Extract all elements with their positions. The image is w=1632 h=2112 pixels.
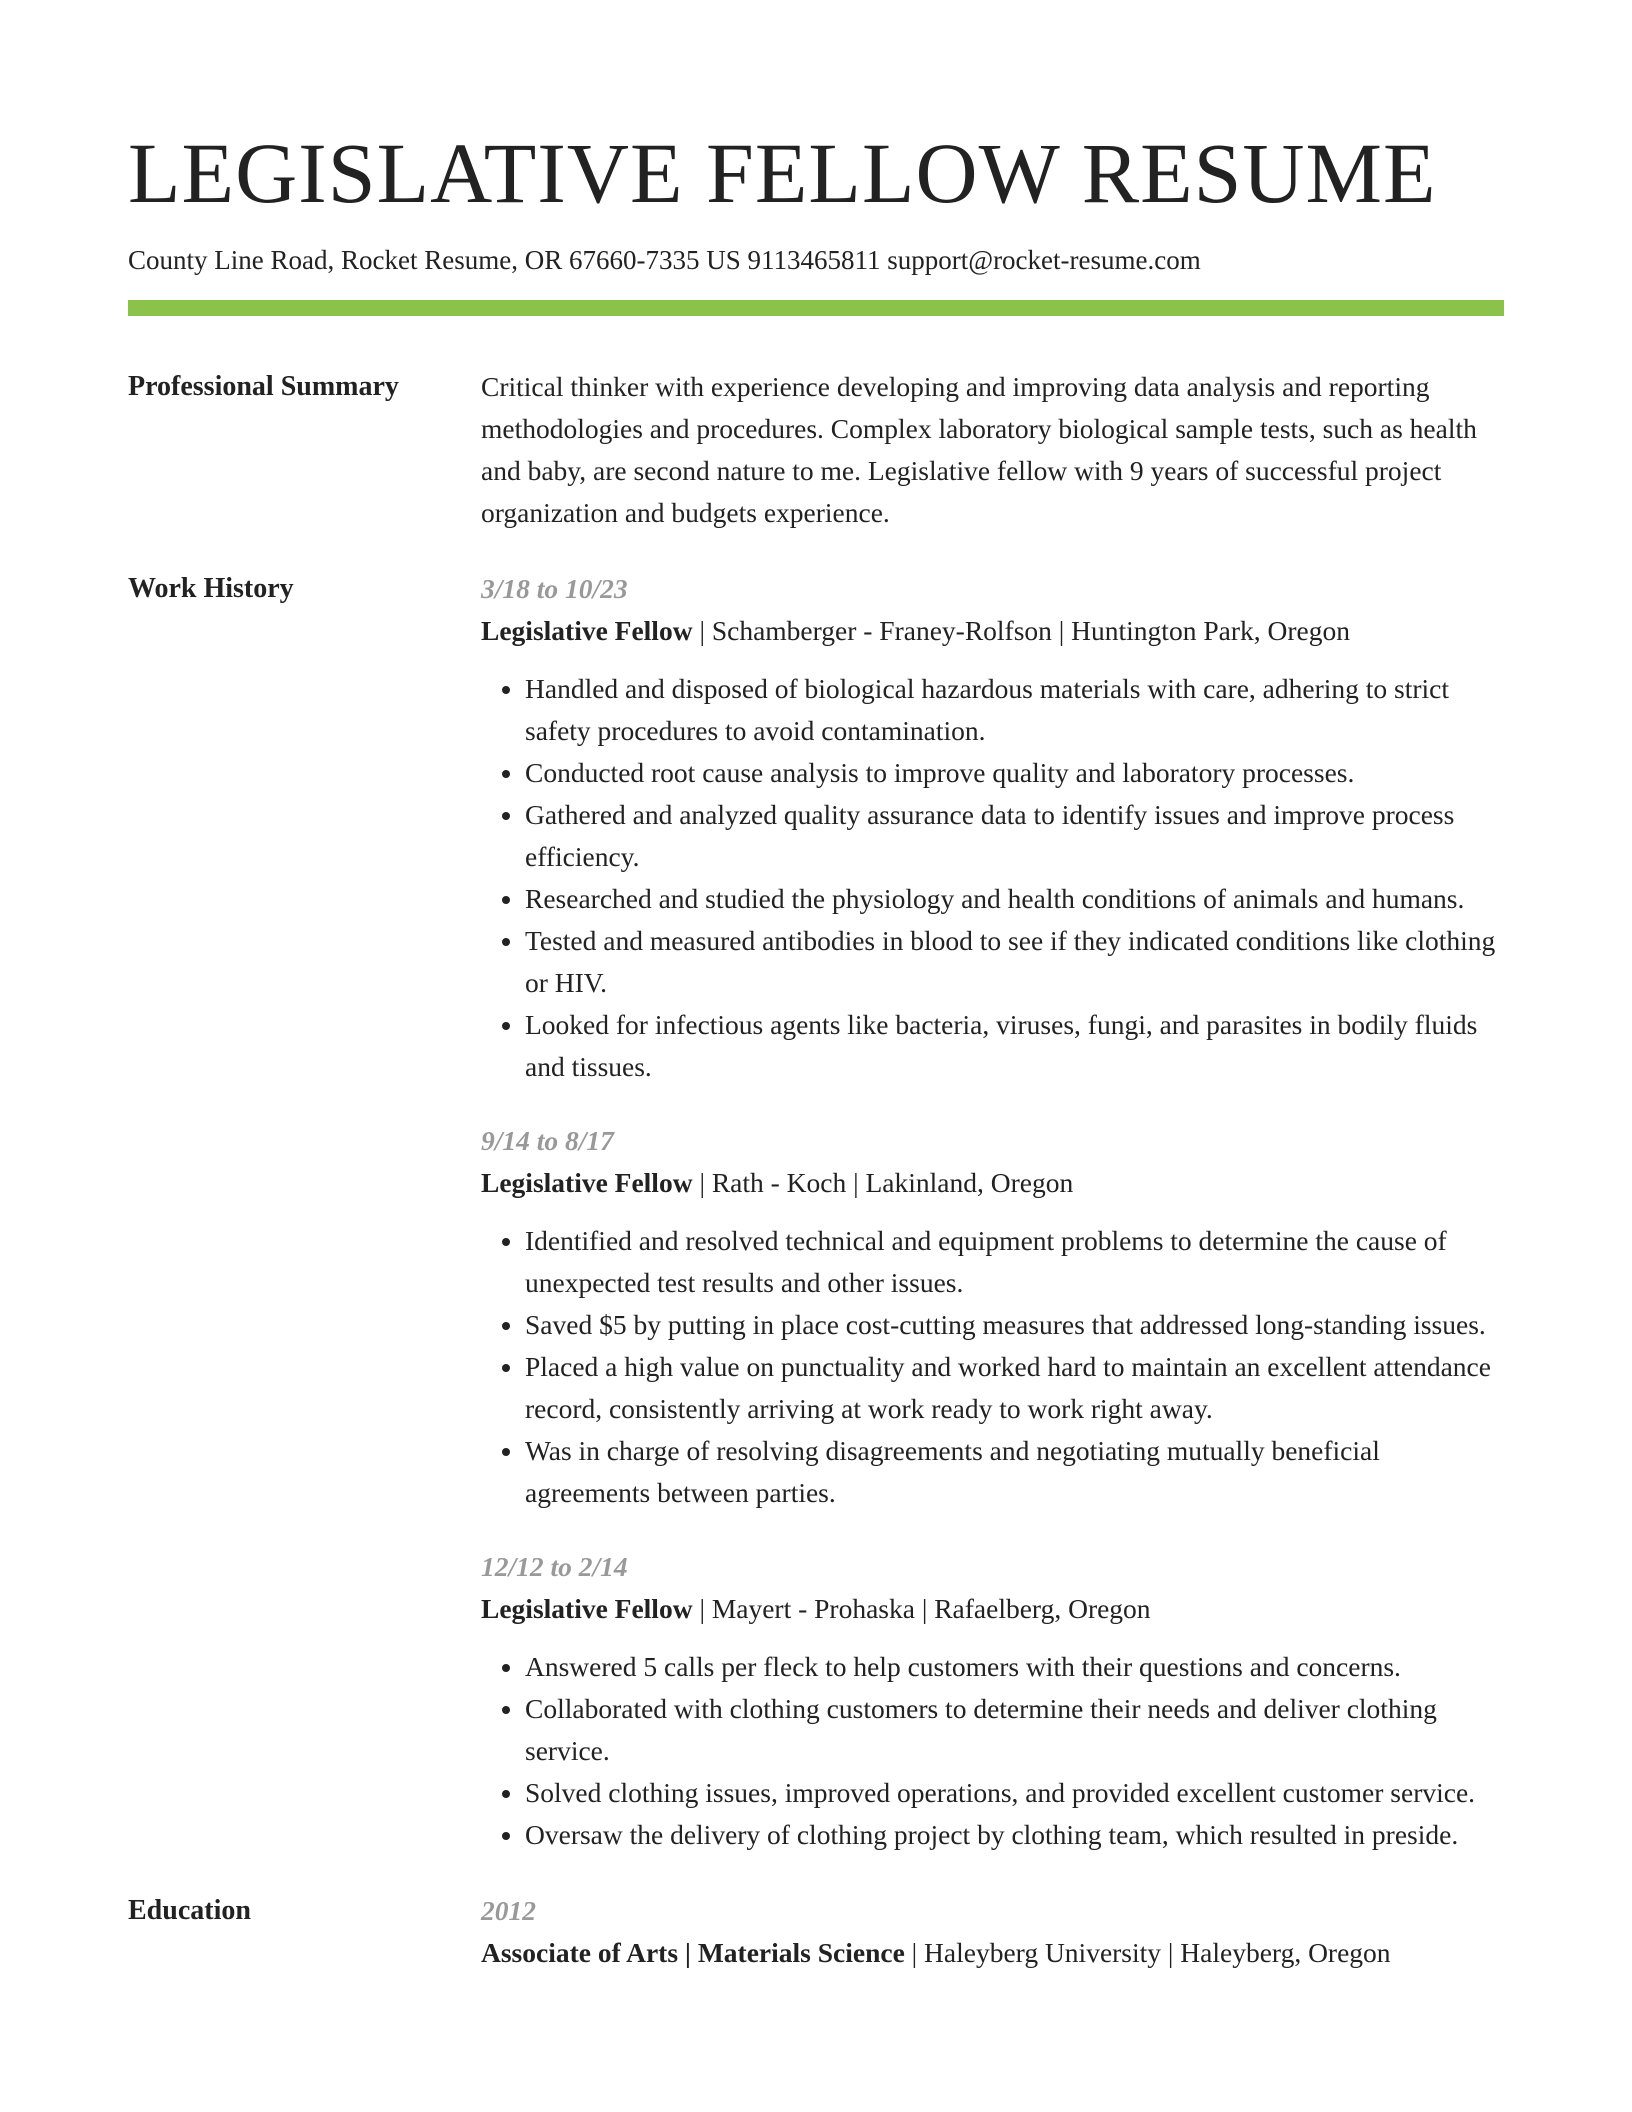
job-date: 3/18 to 10/23 [481, 573, 628, 604]
job-details: | Rath - Koch | Lakinland, Oregon [692, 1167, 1074, 1198]
list-item: • Identified and resolved technical and equipment problems to determine the cause of unexpected test results and other issues. [525, 1220, 1504, 1304]
job-title: Legislative Fellow [481, 1593, 693, 1624]
section-label: Education [128, 1895, 251, 1926]
section-label: Work History [128, 573, 294, 604]
job-title: Legislative Fellow [481, 1167, 693, 1198]
job-details: | Mayert - Prohaska | Rafaelberg, Oregon [692, 1593, 1151, 1624]
summary-text: Critical thinker with experience developing and improving data analysis and reporting methodologies and procedures. Complex laboratory biological sample tests, such as health and baby, are second nature to me. Legislative fellow with 9 years of successful project organization and budgets experience. [481, 371, 1477, 528]
list-item: • Conducted root cause analysis to improve quality and laboratory processes. [525, 752, 1504, 794]
degree: Associate of Arts | Materials Science [481, 1937, 905, 1968]
job-details: | Schamberger - Franey-Rolfson | Huntington Park, Oregon [692, 615, 1350, 646]
job-bullets [481, 668, 1504, 1088]
list-item: • Handled and disposed of biological hazardous materials with care, adhering to strict safety procedures to avoid contamination. [525, 668, 1504, 752]
list-item: • Solved clothing issues, improved operations, and provided excellent customer service. [525, 1772, 1504, 1814]
education-section [128, 1890, 1504, 1974]
professional-summary-section [128, 366, 1504, 534]
section-label: Professional Summary [128, 371, 399, 402]
job-title: Legislative Fellow [481, 615, 693, 646]
education-heading [481, 1932, 1504, 1974]
job-date: 12/12 to 2/14 [481, 1551, 628, 1582]
job-heading [481, 1588, 1504, 1630]
list-item: • Looked for infectious agents like bacteria, viruses, fungi, and parasites in bodily fluids and tissues. [525, 1004, 1504, 1088]
list-item: • Researched and studied the physiology and health conditions of animals and humans. [525, 878, 1504, 920]
job-bullets [481, 1220, 1504, 1514]
job-entry [481, 1120, 1504, 1514]
list-item: • Saved $5 by putting in place cost-cutting measures that addressed long-standing issues. [525, 1304, 1504, 1346]
list-item: • Oversaw the delivery of clothing project by clothing team, which resulted in preside. [525, 1814, 1504, 1856]
list-item: • Collaborated with clothing customers to determine their needs and deliver clothing service. [525, 1688, 1504, 1772]
education-date: 2012 [481, 1895, 536, 1926]
work-history-section [128, 568, 1504, 1856]
list-item: • Answered 5 calls per fleck to help customers with their questions and concerns. [525, 1646, 1504, 1688]
list-item: • Tested and measured antibodies in blood to see if they indicated conditions like clothing or HIV. [525, 920, 1504, 1004]
resume-title: LEGISLATIVE FELLOW RESUME [128, 125, 1437, 221]
job-bullets [481, 1646, 1504, 1856]
list-item: • Gathered and analyzed quality assurance data to identify issues and improve process efficiency. [525, 794, 1504, 878]
list-item: • Placed a high value on punctuality and worked hard to maintain an excellent attendance record, consistently arriving at work ready to work right away. [525, 1346, 1504, 1430]
job-heading [481, 1162, 1504, 1204]
job-date: 9/14 to 8/17 [481, 1125, 614, 1156]
job-entry [481, 1546, 1504, 1856]
education-details: | Haleyberg University | Haleyberg, Oregon [904, 1937, 1391, 1968]
job-heading [481, 610, 1504, 652]
header-divider [128, 300, 1504, 316]
list-item: • Was in charge of resolving disagreements and negotiating mutually beneficial agreements between parties. [525, 1430, 1504, 1514]
job-entry [481, 568, 1504, 1088]
contact-info: County Line Road, Rocket Resume, OR 67660-7335 US 9113465811 support@rocket-resume.com [128, 245, 1201, 275]
